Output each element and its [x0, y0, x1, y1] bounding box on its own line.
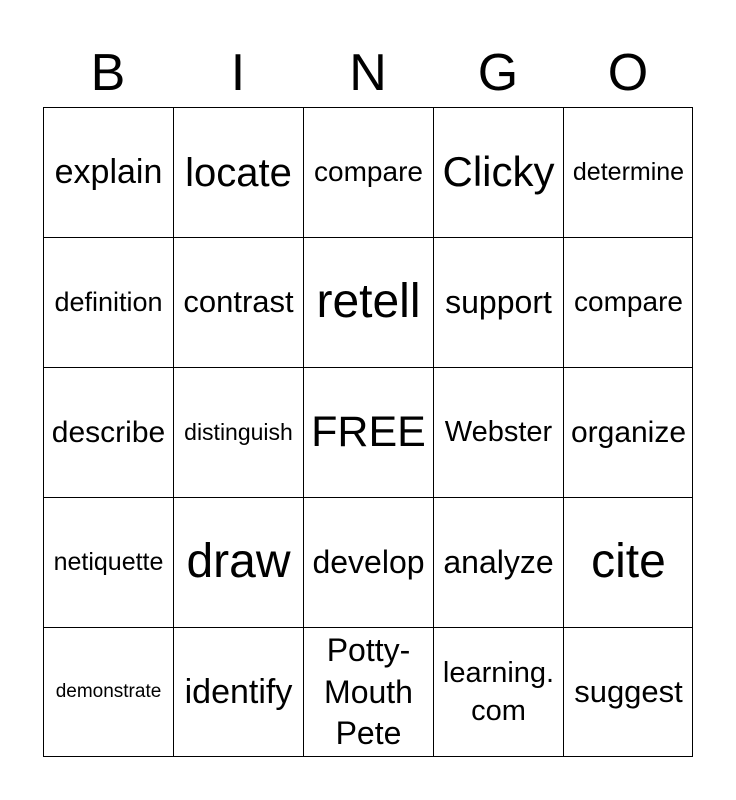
bingo-cell-r5c5: suggest — [563, 627, 693, 757]
bingo-cell-r1c2: locate — [173, 107, 303, 237]
bingo-cell-r4c5: cite — [563, 497, 693, 627]
bingo-cell-r3c4: Webster — [433, 367, 563, 497]
bingo-cell-r1c4: Clicky — [433, 107, 563, 237]
bingo-cell-r5c3: Potty- Mouth Pete — [303, 627, 433, 757]
bingo-cell-r2c2: contrast — [173, 237, 303, 367]
bingo-cell-r2c5: compare — [563, 237, 693, 367]
bingo-cell-r4c3: develop — [303, 497, 433, 627]
bingo-cell-r2c4: support — [433, 237, 563, 367]
bingo-board — [43, 107, 693, 757]
header-letter-g: G — [477, 44, 519, 102]
bingo-cell-r1c1: explain — [43, 107, 173, 237]
bingo-cell-r3c2: distinguish — [173, 367, 303, 497]
bingo-cell-r5c2: identify — [173, 627, 303, 757]
bingo-cell-free: FREE — [303, 367, 433, 497]
bingo-cell-r3c5: organize — [563, 367, 693, 497]
bingo-cell-r2c1: definition — [43, 237, 173, 367]
header-letter-o: O — [607, 44, 649, 102]
bingo-cell-r5c4: learning. com — [433, 627, 563, 757]
bingo-cell-r4c2: draw — [173, 497, 303, 627]
header-letter-i: I — [230, 44, 246, 102]
bingo-cell-r3c1: describe — [43, 367, 173, 497]
bingo-cell-r5c1: demonstrate — [43, 627, 173, 757]
bingo-cell-r4c4: analyze — [433, 497, 563, 627]
bingo-cell-r1c5: determine — [563, 107, 693, 237]
bingo-cell-r1c3: compare — [303, 107, 433, 237]
bingo-cell-r4c1: netiquette — [43, 497, 173, 627]
header-letter-n: N — [349, 44, 387, 102]
bingo-header — [43, 40, 693, 106]
header-letter-b: B — [90, 44, 126, 102]
bingo-cell-r2c3: retell — [303, 237, 433, 367]
